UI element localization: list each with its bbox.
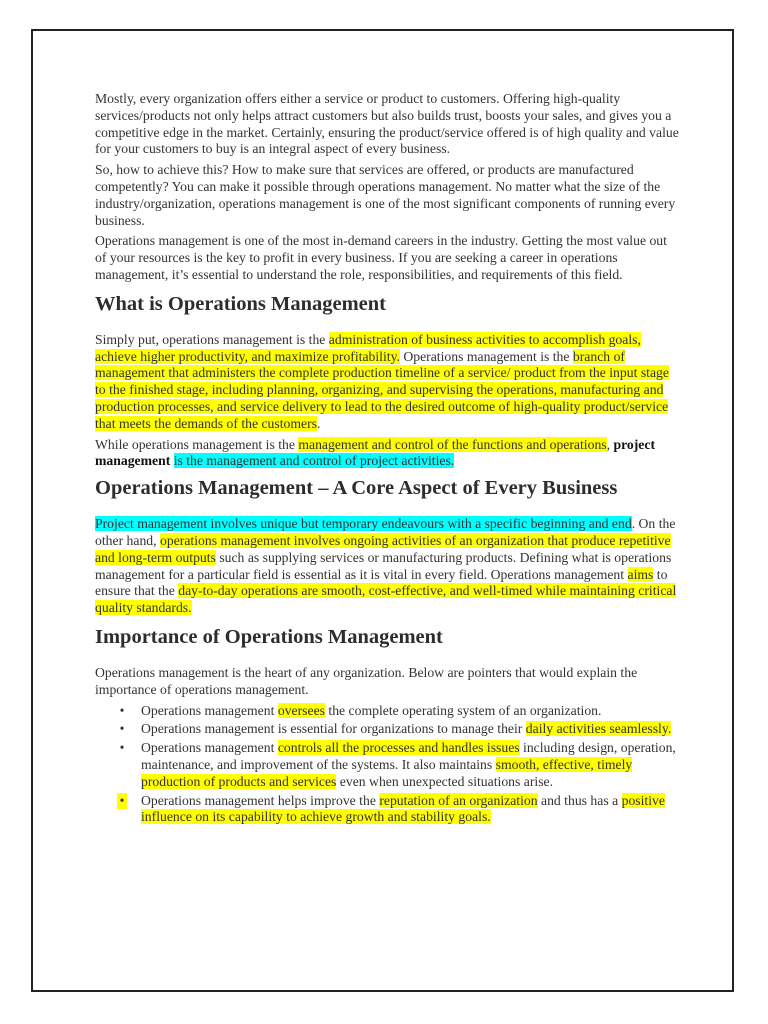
text-run: Operations management is essential for organizations to manage their (141, 721, 526, 737)
text-run: , (606, 436, 614, 452)
text-run: to ensure that the (95, 566, 668, 599)
list-item (95, 721, 680, 738)
bold-term: project management (95, 436, 656, 469)
text-run: Operations management (141, 702, 278, 718)
text-run: . (316, 415, 321, 431)
highlight-yellow: oversees (277, 702, 325, 718)
bullet-icon: • (119, 740, 125, 756)
list-item (95, 703, 680, 720)
text-run: including design, operation, maintenance, and improvement of the systems. It also maintains (141, 740, 676, 772)
highlight-yellow: positive influence on its capability to achieve growth and stability goals. (141, 792, 665, 825)
list-item (95, 793, 680, 827)
highlight-yellow: day-to-day operations are smooth, cost-effective, and well-timed while maintaining critical quality standards. (95, 583, 677, 616)
highlight-yellow: aims (627, 566, 654, 582)
highlight-yellow: operations management involves ongoing activities of an organization that produce repetitive and long-term outputs (95, 532, 671, 565)
text-run: and thus has a (537, 792, 622, 808)
highlight-yellow: daily activities seamlessly. (525, 721, 672, 737)
bullet-icon: • (119, 721, 125, 737)
intro-paragraph-1: Mostly, every organization offers either a service or product to customers. Offering high-quality services/products not only helps attract customers but also builds trust, boosts your sales, and gives you a competitive edge in the market. Certainly, ensuring the product/service offered is of high quality and value for your customers to buy is an integral aspect of every business. (95, 91, 679, 157)
text-run: Simply put, operations management is the (95, 331, 329, 347)
highlight-cyan: Project management involves unique but temporary endeavours with a specific beginning and end (95, 516, 632, 532)
text-run: While operations management is the (95, 436, 299, 452)
text-run: the complete operating system of an organization. (324, 702, 602, 718)
highlight-yellow: smooth, effective, timely production of products and services (141, 756, 633, 789)
text-run: Operations management is the (399, 348, 573, 364)
heading-importance: Importance of Operations Management (95, 625, 443, 648)
core-aspect-paragraph (95, 516, 680, 617)
importance-intro: Operations management is the heart of any organization. Below are pointers that would explain the importance of operations management. (95, 664, 638, 697)
highlight-yellow: management and control of the functions and operations (298, 436, 607, 452)
definition-paragraph (95, 332, 680, 433)
bullet-icon: • (117, 793, 127, 810)
intro-paragraph-2: So, how to achieve this? How to make sure that services are offered, or products are manufactured competently? You can make it possible through operations management. No matter what the size of the industry/organization, operations management is one of the most significant components of running every business. (95, 162, 676, 228)
bullet-icon: • (119, 702, 125, 718)
text-run: Operations management helps improve the (141, 792, 380, 808)
text-run: even when unexpected situations arise. (336, 773, 554, 789)
list-item (95, 740, 680, 790)
document-body (95, 91, 680, 828)
highlight-yellow: branch of management that administers the complete production timeline of a service/ product from the input stage to the finished stage, including planning, organizing, and supervising the operations, manufacturing and production processes, and service delivery to lead to the desired outcome of high-quality product/service that meets the demands of the customers (95, 348, 669, 431)
intro-paragraph-3: Operations management is one of the most in-demand careers in the industry. Getting the most value out of your resources is the key to profit in every business. If you are seeking a career in operations management, it’s essential to understand the role, responsibilities, and requirements of this field. (95, 233, 667, 282)
text-run: . On the other hand, (95, 516, 676, 548)
highlight-yellow: controls all the processes and handles issues (277, 740, 520, 756)
heading-core-aspect: Operations Management – A Core Aspect of Every Business (95, 477, 618, 500)
heading-what-is-operations-management: What is Operations Management (95, 292, 386, 315)
comparison-paragraph (95, 437, 680, 471)
text-run: Operations management (141, 740, 278, 756)
importance-list (95, 703, 680, 827)
highlight-yellow: administration of business activities to accomplish goals, achieve higher productivity, and maximize profitability. (95, 331, 641, 364)
text-run: such as supplying services or manufacturing products. Defining what is operations management for a particular field is essential as it is vital in every field. Operations management (95, 549, 672, 582)
document-page (31, 29, 734, 992)
highlight-cyan: is the management and control of project activities. (173, 453, 455, 469)
highlight-yellow: reputation of an organization (379, 792, 538, 808)
